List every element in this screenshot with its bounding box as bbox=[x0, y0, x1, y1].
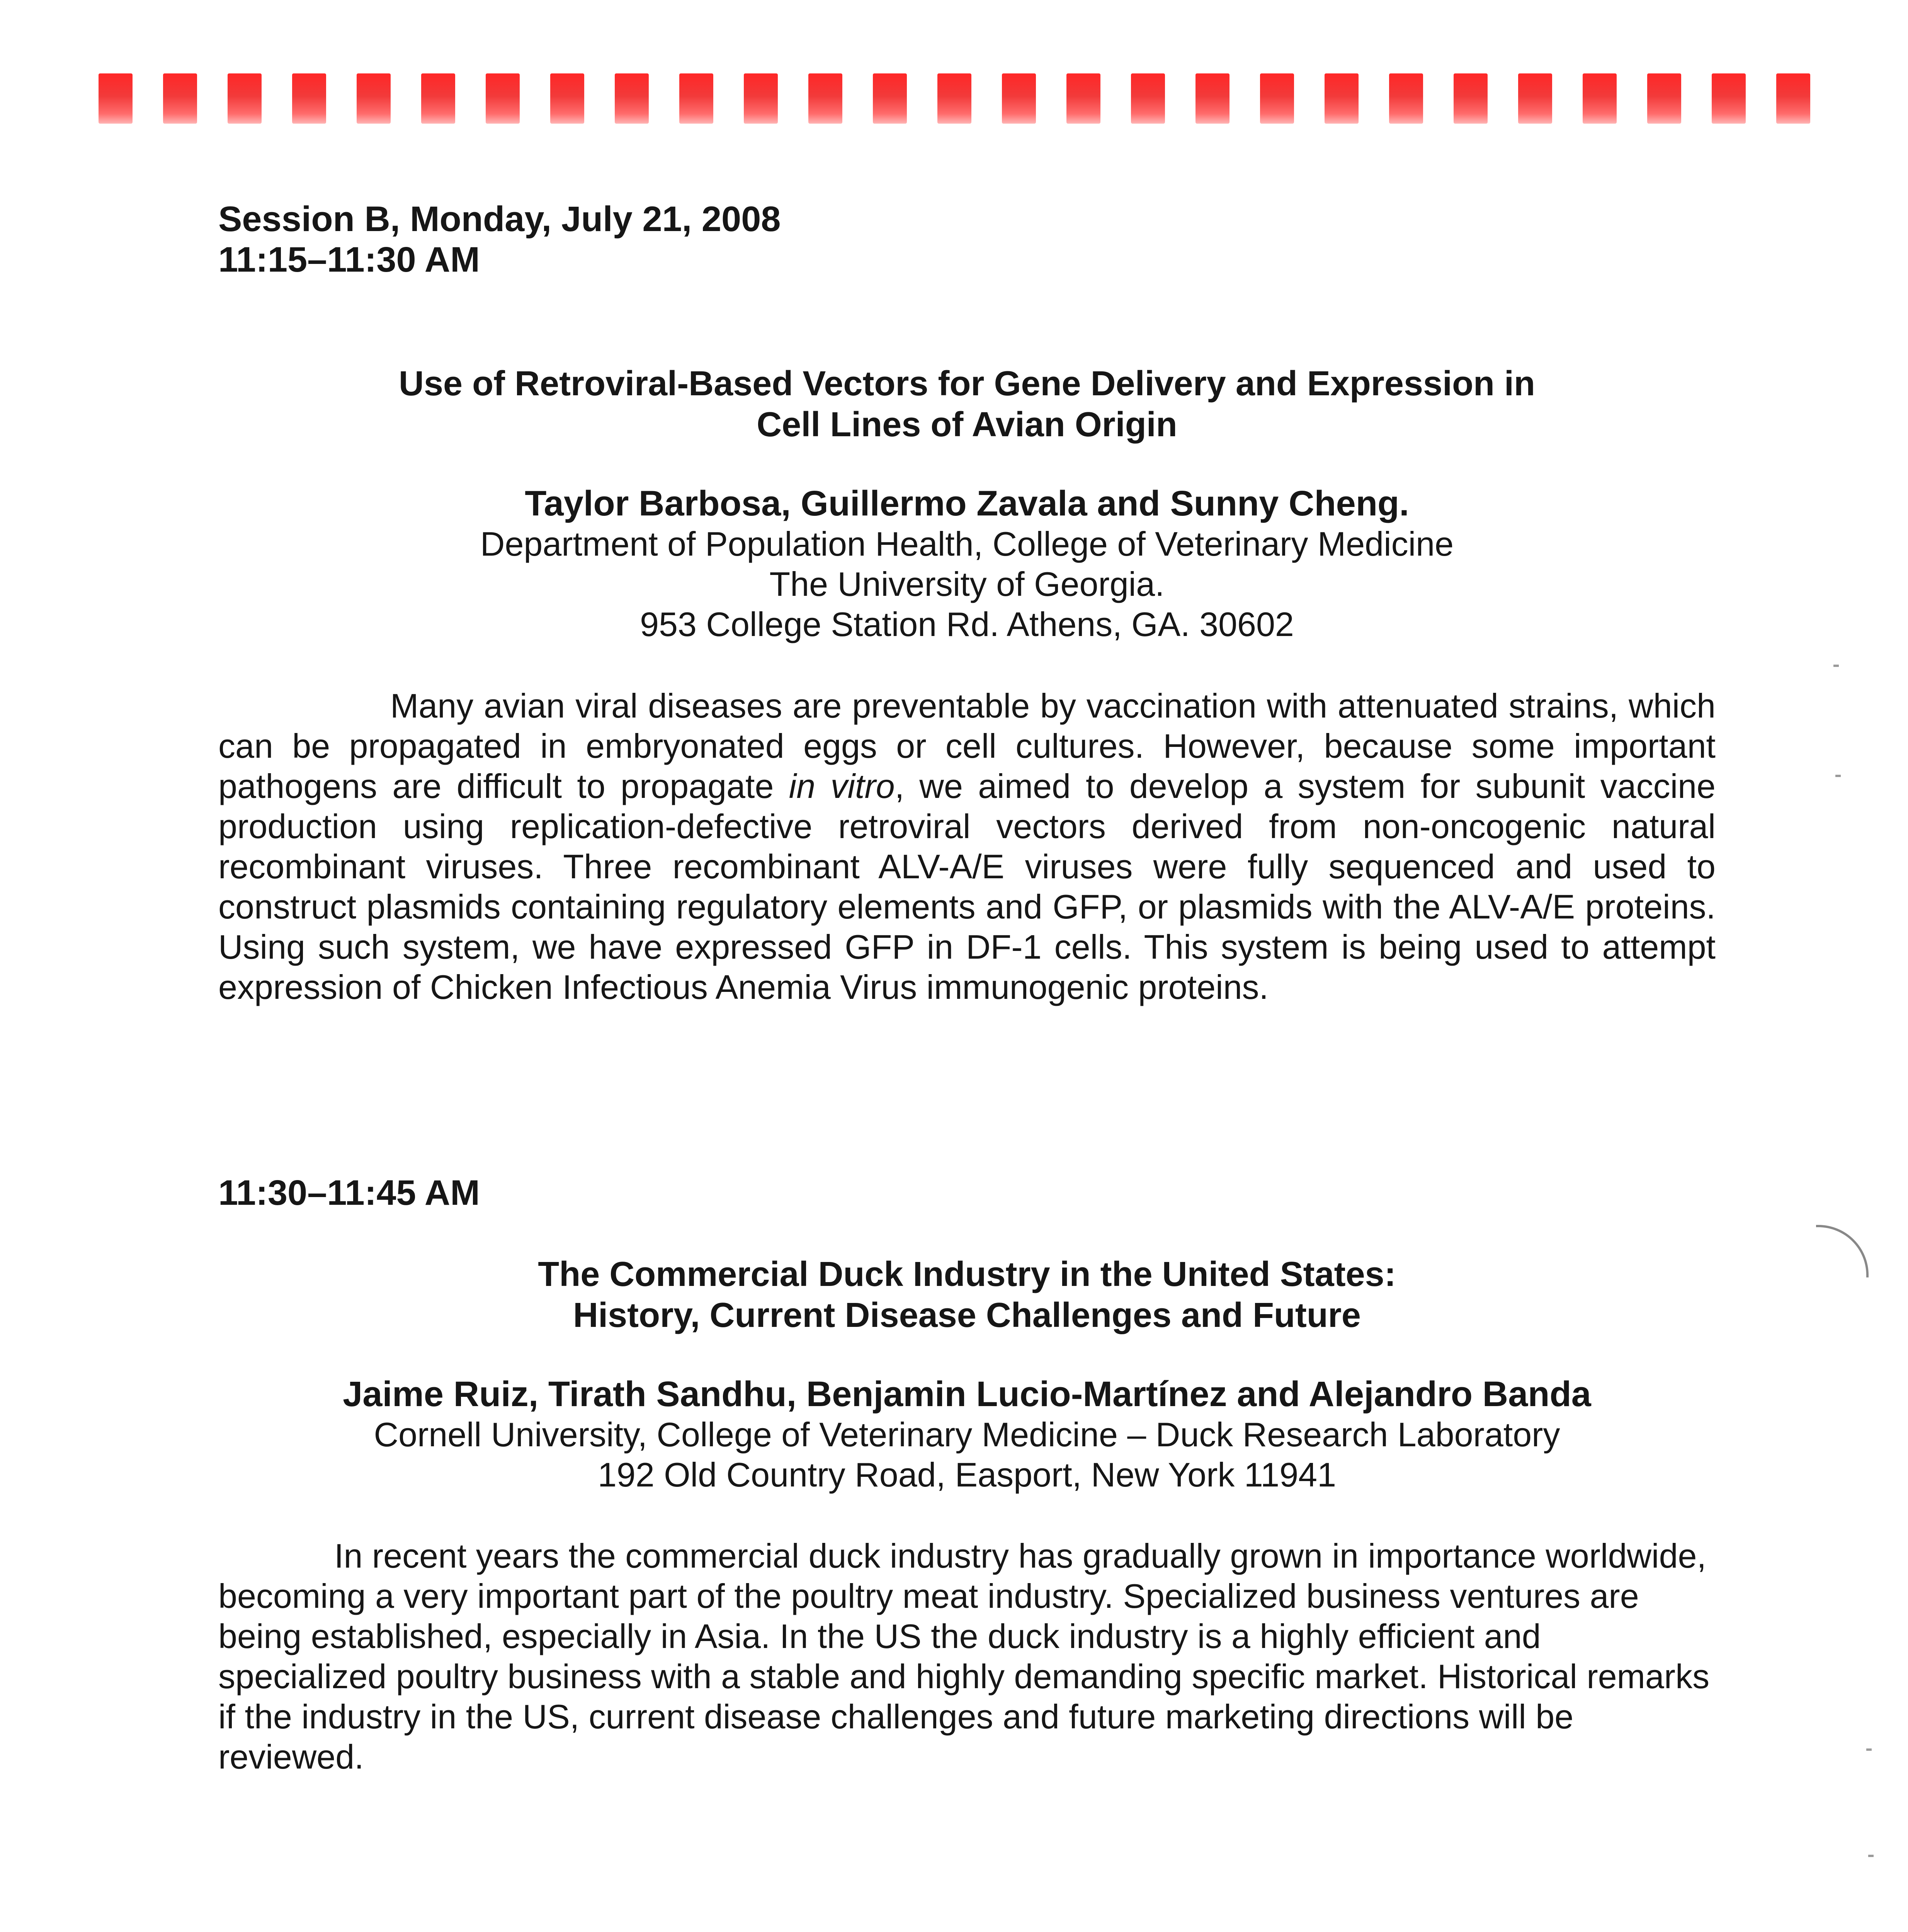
talk1-affiliation-line: Department of Population Health, College of Veterinary Medicine bbox=[480, 525, 1454, 563]
red-bar-tab bbox=[1454, 73, 1488, 124]
talk2-title-line: The Commercial Duck Industry in the United States: bbox=[538, 1255, 1396, 1294]
red-bar-tab bbox=[421, 73, 455, 124]
red-bar-tab bbox=[873, 73, 907, 124]
talk2-title bbox=[218, 1254, 1716, 1336]
talk1-affiliation-line: 953 College Station Rd. Athens, GA. 30602 bbox=[640, 605, 1294, 643]
talk1-author-block bbox=[218, 483, 1716, 645]
talk2-affiliation-line: Cornell University, College of Veterinary Medicine – Duck Research Laboratory bbox=[374, 1415, 1560, 1454]
red-bar-tab bbox=[1647, 73, 1681, 124]
decorative-red-bar bbox=[99, 73, 1814, 124]
talk2-abstract: In recent years the commercial duck industry has gradually grown in importance worldwide, becoming a very important part of the poultry meat industry. Specialized business ventures are being established, especially in Asia. In the US the duck industry is a highly efficient and specialized poultry business with a stable and highly demanding specific market. Historical remarks if the industry in the US, current disease challenges and future marketing directions will be reviewed. bbox=[218, 1537, 1710, 1776]
red-bar-tab bbox=[550, 73, 584, 124]
red-bar-tab bbox=[1583, 73, 1617, 124]
talk2-author-block bbox=[218, 1374, 1716, 1495]
scan-artifact-mark bbox=[1833, 665, 1839, 667]
talk2-time: 11:30–11:45 AM bbox=[218, 1173, 480, 1213]
red-bar-tab bbox=[1260, 73, 1294, 124]
red-bar-tab bbox=[1195, 73, 1229, 124]
red-bar-tab bbox=[808, 73, 842, 124]
red-bar-tab bbox=[163, 73, 197, 124]
red-bar-tab bbox=[1002, 73, 1036, 124]
talk1-title-line: Use of Retroviral-Based Vectors for Gene Delivery and Expression in bbox=[398, 364, 1536, 403]
red-bar-tab bbox=[357, 73, 391, 124]
red-bar-tab bbox=[292, 73, 326, 124]
talk1-abstract-part: , we aimed to develop a system for subunit vaccine production using replication-defective retroviral vectors derived from non-oncogenic natural recombinant viruses. Three recombinant ALV-A/E viruses were fully sequenced and used to construct plasmids containing regulatory elements and GFP, or plasmids with the ALV-A/E proteins. Using such system, we have expressed GFP in DF-1 cells. This system is being used to attempt expression of Chicken Infectious Anemia Virus immunogenic proteins. bbox=[218, 767, 1716, 1006]
talk1-abstract-italic: in vitro bbox=[789, 767, 895, 805]
talk2-authors: Jaime Ruiz, Tirath Sandhu, Benjamin Lucio-Martínez and Alejandro Banda bbox=[343, 1374, 1591, 1414]
scan-artifact-mark bbox=[1868, 1855, 1874, 1857]
talk1-abstract bbox=[218, 686, 1716, 1007]
talk1-abstract-part: Many avian viral diseases are preventable by vaccination with attenuated strains, which can be propagated in embryonated eggs or cell cultures. However, because some important pathogens are difficult to propagate bbox=[218, 687, 1716, 805]
red-bar-tab bbox=[744, 73, 778, 124]
scan-artifact-mark bbox=[1866, 1748, 1872, 1751]
red-bar-tab bbox=[486, 73, 520, 124]
red-bar-tab bbox=[1518, 73, 1552, 124]
scan-artifact-mark bbox=[1835, 775, 1841, 777]
red-bar-tab bbox=[615, 73, 649, 124]
talk1-affiliation-line: The University of Georgia. bbox=[769, 565, 1165, 603]
talk2-title-line: History, Current Disease Challenges and Future bbox=[573, 1296, 1361, 1335]
red-bar-tab bbox=[1066, 73, 1100, 124]
binder-hole-curve bbox=[1816, 1225, 1869, 1277]
red-bar-tab bbox=[679, 73, 713, 124]
red-bar-tab bbox=[1712, 73, 1746, 124]
red-bar-tab bbox=[228, 73, 262, 124]
session-heading: Session B, Monday, July 21, 2008 bbox=[218, 199, 781, 239]
talk1-title-line: Cell Lines of Avian Origin bbox=[757, 405, 1177, 444]
red-bar-tab bbox=[1389, 73, 1423, 124]
talk1-authors: Taylor Barbosa, Guillermo Zavala and Sunny Cheng. bbox=[525, 484, 1409, 523]
talk1-time: 11:15–11:30 AM bbox=[218, 240, 480, 279]
red-bar-tab bbox=[99, 73, 133, 124]
talk1-title bbox=[218, 363, 1716, 445]
red-bar-tab bbox=[1325, 73, 1359, 124]
red-bar-tab bbox=[1131, 73, 1165, 124]
red-bar-tab bbox=[1776, 73, 1810, 124]
talk2-affiliation-line: 192 Old Country Road, Easport, New York 11941 bbox=[597, 1456, 1337, 1494]
red-bar-tab bbox=[937, 73, 971, 124]
